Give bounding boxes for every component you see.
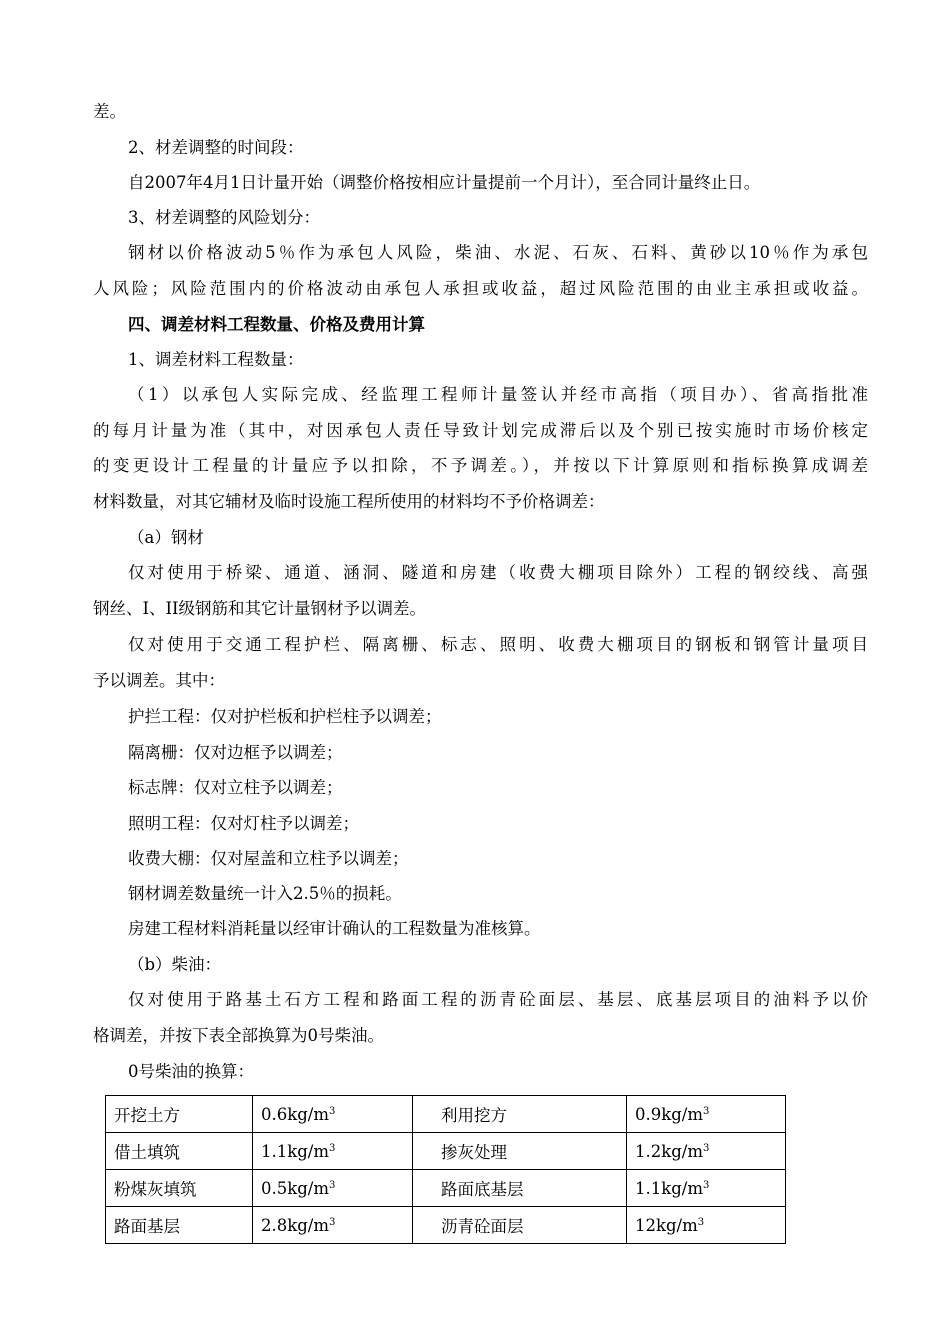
subheading-steel: （a）钢材: [128, 528, 204, 547]
table-caption: 0号柴油的换算：: [128, 1062, 254, 1081]
value-text: 2.8kg/m: [261, 1215, 330, 1235]
table-row: [106, 1170, 786, 1207]
table-cell-item: 掺灰处理: [413, 1133, 627, 1170]
paragraph-diesel-line-1: 仅对使用于路基土石方工程和路面工程的沥青砼面层、基层、底基层项目的油料予以价: [128, 990, 868, 1009]
unit-exponent: 3: [703, 1105, 710, 1117]
value-text: 0.6kg/m: [261, 1104, 330, 1124]
chapter-heading-4: 四、调差材料工程数量、价格及费用计算: [128, 315, 425, 334]
unit-exponent: 3: [329, 1142, 336, 1154]
section-heading-quantity: 1、调差材料工程数量：: [128, 350, 304, 369]
table-cell-value: [627, 1096, 786, 1133]
unit-exponent: 3: [329, 1216, 336, 1228]
item-sign: 标志牌：仅对立柱予以调差；: [128, 778, 343, 797]
table-cell-item: 路面底基层: [413, 1170, 627, 1207]
unit-exponent: 3: [329, 1179, 336, 1191]
paragraph-quantity-line-4: 材料数量，对其它辅材及临时设施工程所使用的材料均不予价格调差：: [93, 492, 605, 511]
unit-exponent: 3: [697, 1216, 705, 1228]
diesel-conversion-table: [105, 1095, 786, 1244]
paragraph-steel-line-1: 仅对使用于桥梁、通道、涵洞、隧道和房建（收费大棚项目除外）工程的钢绞线、高强: [128, 563, 868, 582]
item-guardrail: 护拦工程：仅对护栏板和护栏柱予以调差；: [128, 707, 442, 726]
paragraph-steel-line-2: 钢丝、I、II级钢筋和其它计量钢材予以调差。: [93, 599, 427, 618]
table-row: [106, 1207, 786, 1244]
paragraph-continuation: 差。: [93, 102, 126, 121]
paragraph-risk-line-1: 钢材以价格波动5％作为承包人风险，柴油、水泥、石灰、石料、黄砂以10％作为承包: [128, 243, 868, 262]
paragraph-building: 房建工程材料消耗量以经审计确认的工程数量为准核算。: [128, 919, 541, 938]
table-cell-value: [253, 1133, 413, 1170]
table-cell-value: [627, 1170, 786, 1207]
paragraph-quantity-line-2: 的每月计量为准（其中，对因承包人责任导致计划完成滞后以及个别已按实施时市场价核定: [93, 421, 868, 440]
paragraph-steel-loss: 钢材调差数量统一计入2.5％的损耗。: [128, 884, 402, 903]
item-fence: 隔离栅：仅对边框予以调差；: [128, 743, 343, 762]
paragraph-time-period: 自2007年4月1日计量开始（调整价格按相应计量提前一个月计），至合同计量终止日。: [128, 173, 761, 192]
table-cell-item: 借土填筑: [106, 1133, 253, 1170]
value-text: 1.1kg/m: [261, 1141, 330, 1161]
value-text: 12kg/m: [635, 1215, 698, 1235]
unit-exponent: 3: [329, 1105, 336, 1117]
paragraph-quantity-line-1: （1）以承包人实际完成、经监理工程师计量签认并经市高指（项目办）、省高指批准: [128, 385, 868, 404]
table-cell-item: 路面基层: [106, 1207, 253, 1244]
table-cell-item: 利用挖方: [413, 1096, 627, 1133]
paragraph-traffic-line-1: 仅对使用于交通工程护栏、隔离栅、标志、照明、收费大棚项目的钢板和钢管计量项目: [128, 635, 868, 654]
table-row: [106, 1133, 786, 1170]
unit-exponent: 3: [703, 1142, 710, 1154]
paragraph-risk-line-2: 人风险；风险范围内的价格波动由承包人承担或收益，超过风险范围的由业主承担或收益。: [93, 279, 868, 298]
section-heading-risk: 3、材差调整的风险划分：: [128, 208, 320, 227]
table-cell-value: [627, 1207, 786, 1244]
table-row: [106, 1096, 786, 1133]
table-cell-value: [253, 1170, 413, 1207]
value-text: 0.9kg/m: [635, 1104, 704, 1124]
table-cell-value: [627, 1133, 786, 1170]
table-cell-item: 粉煤灰填筑: [106, 1170, 253, 1207]
table-cell-item: 沥青砼面层: [413, 1207, 627, 1244]
paragraph-diesel-line-2: 格调差，并按下表全部换算为0号柴油。: [93, 1026, 384, 1045]
paragraph-quantity-line-3: 的变更设计工程量的计量应予以扣除，不予调差。），并按以下计算原则和指标换算成调差: [93, 456, 868, 475]
table-cell-item: 开挖土方: [106, 1096, 253, 1133]
table-cell-value: [253, 1096, 413, 1133]
item-lighting: 照明工程：仅对灯柱予以调差；: [128, 814, 359, 833]
unit-exponent: 3: [703, 1179, 710, 1191]
value-text: 1.2kg/m: [635, 1141, 704, 1161]
item-toll-canopy: 收费大棚：仅对屋盖和立柱予以调差；: [128, 849, 409, 868]
table-cell-value: [253, 1207, 413, 1244]
section-heading-time-period: 2、材差调整的时间段：: [128, 138, 304, 157]
value-text: 0.5kg/m: [261, 1178, 330, 1198]
value-text: 1.1kg/m: [635, 1178, 704, 1198]
subheading-diesel: （b）柴油：: [128, 955, 222, 974]
paragraph-traffic-line-2: 予以调差。其中：: [93, 671, 225, 690]
